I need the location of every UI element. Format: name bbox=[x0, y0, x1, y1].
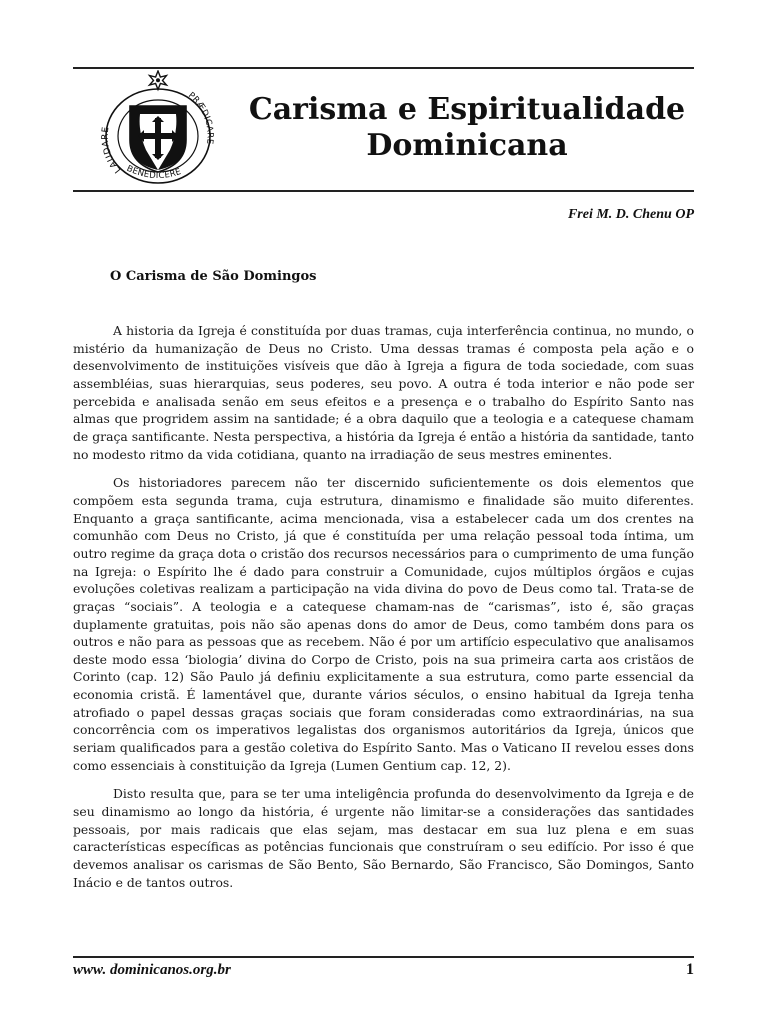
dominican-shield-icon bbox=[88, 70, 228, 188]
top-rule bbox=[73, 67, 694, 69]
paragraph-3: Disto resulta que, para se ter uma inteligência profunda do desenvolvimento da Igreja e de seu dinamismo ao longo da história, é urgente não limitar-se a considerações das santidades pessoais, por mais radicais que elas sejam, mas destacar em sua luz plena e em suas características específicas as potências funcionais que construíram o seu edifício. Por isso é que devemos analisar os carismas de São Bento, São Bernardo, São Francisco, São Domingos, Santo Inácio e de tantos outros. bbox=[73, 786, 694, 890]
section-heading: O Carisma de São Domingos bbox=[110, 269, 317, 284]
seal-motto-right: PRÆDICARE bbox=[186, 90, 215, 145]
author-byline: Frei M. D. Chenu OP bbox=[567, 207, 694, 222]
footer-rule bbox=[73, 956, 694, 958]
page-number: 1 bbox=[686, 961, 694, 978]
article-body bbox=[73, 322, 694, 902]
star-icon bbox=[150, 71, 167, 90]
title-line-1: Carisma e Espiritualidade bbox=[248, 92, 686, 127]
header-rule bbox=[73, 190, 694, 192]
footer-url: www. dominicanos.org.br bbox=[73, 962, 231, 978]
paragraph-2: Os historiadores parecem não ter discernido suficientemente os dois elementos que compõem esta segunda trama, cuja estrutura, dinamismo e finalidade são muito diferentes. Enquanto a graça santificante, acima mencionada, visa a estabelecer cada um dos crentes na comunhão com Deus no Cristo, já que é constituída per uma relação pessoal toda íntima, um outro regime da graça dota o cristão dos recursos necessários para o cumprimento de uma função na Igreja: o Espírito lhe é dado para construir a Comunidade, cujos múltiplos órgãos e cujas evoluções coletivas realizam a participação na vida divina do povo de Deus como tal. Trata-se de graças “sociais”. A teologia e a catequese chamam-nas de “carismas”, isto é, são graças duplamente gratuitas, pois não são apenas dons do amor de Deus, como também dons para os outros e não para as pessoas que as recebem. Não é por um artifício especulativo que analisamos deste modo essa ‘biologia’ divina do Corpo de Cristo, pois na sua primeira carta aos cristãos de Corinto (cap. 12) São Paulo já definiu explicitamente a sua estrutura, como parte essencial da economia cristã. É lamentável que, durante vários séculos, o ensino habitual da Igreja tenha atrofiado o papel dessas graças sociais que foram consideradas como extraordinárias, na sua concorrência com os imperativos legalistas dos organismos autoritários da Igreja, únicos que seriam qualificados para a gestão coletiva do Espírito Santo. Mas o Vaticano II revelou esses dons como essenciais à constituição da Igreja (Lumen Gentium cap. 12, 2). bbox=[73, 475, 694, 773]
paragraph-1: A historia da Igreja é constituída por duas tramas, cuja interferência continua, no mundo, o mistério da humanização de Deus no Cristo. Uma dessas tramas é composta pela ação e o desenvolvimento de instituições visíveis que dão à Igreja a figura de toda sociedade, com suas assembléias, suas hierarquias, seus poderes, seu povo. A outra é toda interior e não pode ser percebida e analisada senão em seus efeitos e a presença e o trabalho do Espírito Santo nas almas que progridem assim na santidade; é a obra daquilo que a teologia e a catequese chamam de graça santificante. Nesta perspectiva, a história da Igreja é então a história da santidade, tanto no modesto ritmo da vida cotidiana, quanto na irradiação de seus mestres eminentes. bbox=[73, 323, 694, 462]
page-title bbox=[240, 92, 694, 164]
svg-text:PRÆDICARE bbox=[186, 91, 215, 145]
title-line-2: Dominicana bbox=[366, 128, 568, 163]
seal-motto-left: LAUDARE bbox=[100, 126, 124, 175]
seal-motto-bottom: BENEDICERE bbox=[124, 163, 183, 182]
svg-text:LAUDARE bbox=[101, 126, 124, 175]
